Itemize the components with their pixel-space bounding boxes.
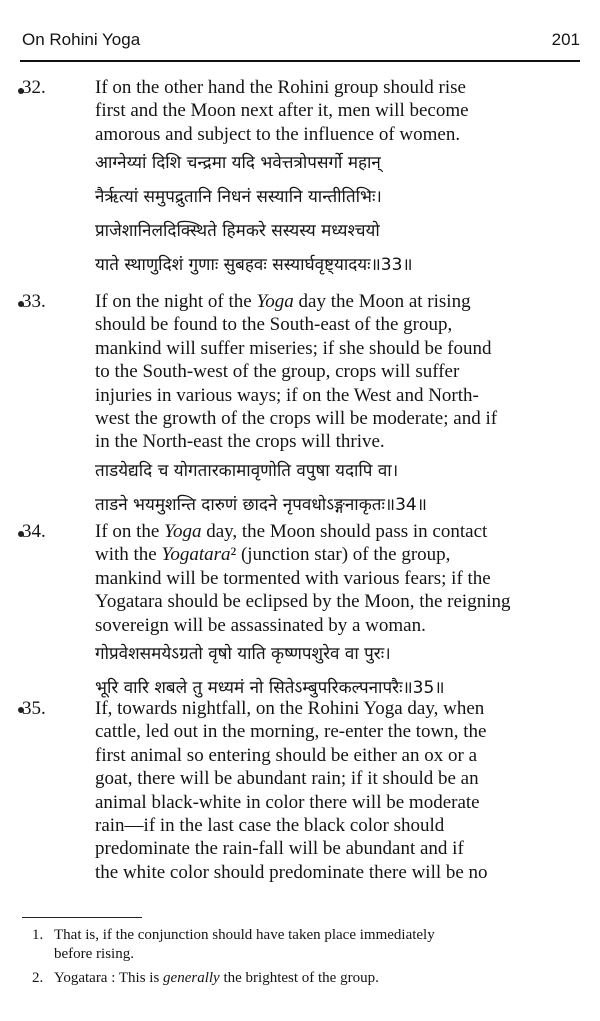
italic-term: Yoga <box>164 521 202 542</box>
text-line <box>95 837 587 860</box>
verse-number: 34. <box>22 521 46 542</box>
text-line <box>95 290 587 313</box>
text-span: ² (junction star) of the group, <box>230 544 451 566</box>
text-span: rain—if in the last case the black color should <box>95 815 445 837</box>
verse-block <box>22 290 587 522</box>
text-line <box>54 969 587 988</box>
verse-number: 32. <box>22 77 46 98</box>
sanskrit-line: आग्नेय्यां दिशि चन्द्रमा यदि भवेत्तत्रोपसर्गो महान् <box>95 153 381 174</box>
text-span: to the South-west of the group, crops will suffer <box>95 361 460 383</box>
verse-block <box>22 520 587 705</box>
text-span: cattle, led out in the morning, re-enter the town, the <box>95 721 487 743</box>
text-line <box>95 430 587 453</box>
text-line <box>95 590 587 613</box>
text-span: animal black-white in color there will be moderate <box>95 791 480 813</box>
verse-translation <box>95 290 587 454</box>
verse-block <box>22 697 587 884</box>
text-span: Yogatara should be eclipsed by the Moon, the reigning <box>95 591 511 613</box>
text-span: first and the Moon next after it, men will become <box>95 100 469 122</box>
page-number: 201 <box>551 30 580 49</box>
text-line <box>95 123 587 146</box>
text-span: mankind will be tormented with various fears; if the <box>95 567 491 589</box>
footnote-rule <box>22 917 142 918</box>
verse-number: 33. <box>22 291 46 312</box>
sanskrit-line: प्राजेशानिलदिक्स्थिते हिमकरे सस्यस्य मध्यश्चयो <box>95 221 380 242</box>
verse-translation <box>95 520 587 637</box>
text-span: day, the Moon should pass in contact <box>201 521 488 542</box>
text-line <box>95 313 587 336</box>
text-line <box>95 99 587 122</box>
sanskrit-line: गोप्रवेशसमयेऽग्रतो वृषो याति कृष्णपशुरेव वा पुरः। <box>95 644 391 665</box>
text-span: in the North-east the crops will thrive. <box>95 431 385 453</box>
text-span: before rising. <box>54 946 134 962</box>
text-span: goat, there will be abundant rain; if it should be an <box>95 768 479 790</box>
text-line <box>95 697 587 720</box>
sanskrit-line: भूरि वारि शबले तु मध्यमं नो सितेऽम्बुपरिकल्पनापरैः॥35॥ <box>95 678 445 699</box>
text-line <box>95 814 587 837</box>
verse-block <box>22 76 587 282</box>
text-span: should be found to the South-east of the group, <box>95 314 453 336</box>
text-span: first animal so entering should be either an ox or a <box>95 744 478 766</box>
footnote <box>22 926 587 964</box>
italic-term: generally <box>163 970 220 986</box>
sanskrit-line: नैर्ऋत्यां समुपद्रुतानि निधनं सस्यानि यान्तीतिभिः। <box>95 187 382 208</box>
text-line <box>95 744 587 767</box>
sanskrit-line: याते स्थाणुदिशं गुणाः सुबहवः सस्यार्घवृष्ट्यादयः॥33॥ <box>95 255 413 276</box>
text-span: the brightest of the group. <box>219 970 379 986</box>
text-span: If on the night of the <box>95 291 257 312</box>
header-rule <box>20 60 580 62</box>
text-line <box>95 407 587 430</box>
text-span: sovereign will be assassinated by a woman. <box>95 614 426 636</box>
sanskrit-line: ताडने भयमुशन्ति दारुणं छादने नृपवधोऽङ्गनाकृतः॥34॥ <box>95 494 427 515</box>
text-span: If on the <box>95 521 165 542</box>
text-span: mankind will suffer miseries; if she should be found <box>95 337 492 359</box>
text-span: Yogatara : This is <box>54 970 164 986</box>
verse-translation <box>95 697 587 884</box>
text-line <box>95 76 587 99</box>
text-line <box>95 384 587 407</box>
footnote <box>22 969 587 988</box>
text-line <box>95 337 587 360</box>
text-line <box>54 926 587 945</box>
sanskrit-line: ताडयेद्यदि च योगतारकामावृणोति वपुषा यदापि वा। <box>95 460 399 481</box>
text-span: injuries in various ways; if on the West and North- <box>95 384 479 406</box>
text-line <box>95 360 587 383</box>
text-line <box>54 945 587 964</box>
text-line <box>95 520 587 543</box>
text-line <box>95 720 587 743</box>
text-line <box>95 567 587 590</box>
text-span: If, towards nightfall, on the Rohini Yoga day, when <box>95 698 485 719</box>
text-line <box>95 543 587 566</box>
italic-term: Yoga <box>256 291 294 312</box>
text-line <box>95 767 587 790</box>
footnote-text <box>54 926 587 964</box>
text-span: with the <box>95 544 162 566</box>
text-span: the white color should predominate there will be no <box>95 861 488 883</box>
text-span: day the Moon at rising <box>293 291 471 312</box>
italic-term: Yogatara <box>161 544 231 566</box>
verse-number: 35. <box>22 698 46 719</box>
verse-translation <box>95 76 587 146</box>
text-span: west the growth of the crops will be moderate; and if <box>95 408 498 430</box>
footnote-number: 1. <box>32 927 44 943</box>
text-line <box>95 791 587 814</box>
text-line <box>95 614 587 637</box>
text-span: predominate the rain-fall will be abundant and if <box>95 838 464 860</box>
text-span: That is, if the conjunction should have taken place immediately <box>54 927 435 943</box>
text-line <box>95 861 587 884</box>
text-span: amorous and subject to the influence of women. <box>95 123 461 145</box>
footnote-text <box>54 969 587 988</box>
text-span: If on the other hand the Rohini group should rise <box>95 77 466 98</box>
footnote-number: 2. <box>32 970 44 986</box>
running-head-title: On Rohini Yoga <box>22 30 141 49</box>
